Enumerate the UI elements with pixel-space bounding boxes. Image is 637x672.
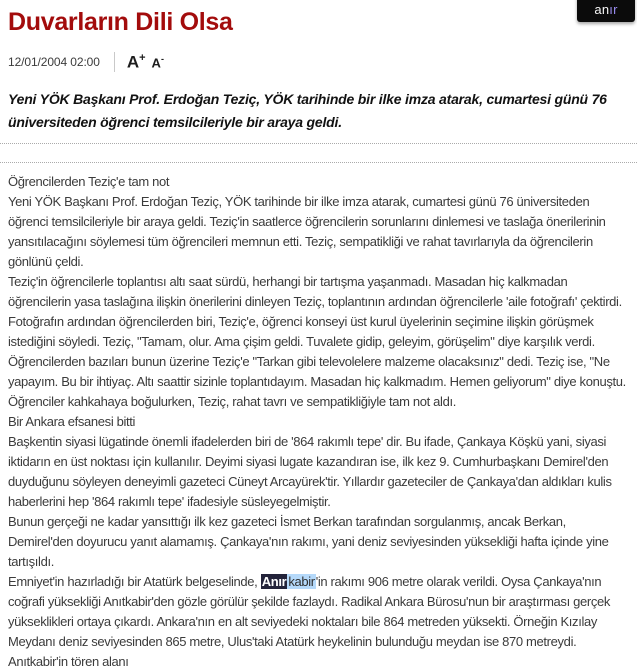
article-meta-bar	[8, 51, 631, 73]
share-toolbar-area	[8, 144, 631, 162]
article-paragraph: Başkentin siyasi lügatinde önemli ifadelerden biri de '864 rakımlı tepe' dir. Bu ifade, Çankaya Köşkü yani, siyasi iktidarın en üst noktası için kullanılır. Deyimi siyasi lugate kazandıran ise, ilk kez 9. Cumhurbaşkanı Demirel'den duyduğunu söyleyen deneyimli gazeteci Cüneyt Arcayürek'tir. Yıllardır gazeteciler de Çankaya'dan aldıkları kulis haberlerini hep '864 rakımlı tepe' ifadesiyle süsleyegelmiştir.	[8, 434, 612, 509]
highlight-paragraph-after: 'in rakımı 906 metre olarak verildi. Oysa Çankaya'nın coğrafi yüksekliği Anıtkabir'den gözle görülür şekilde fazlaydı. Radikal Ankara Bürosu'nun bir araştırması gerçek yükseklikleri ortaya çıkardı. Ankara'nın en alt seviyedeki noktaları bile 864 metreden yüksekti. Örneğin Kızılay Meydanı deniz seviyesinden 865 metre, Ulus'taki Atatürk heykelinin bulunduğu meydan ise 870 metreydi. Anıtkabir'in tören alanı	[8, 574, 611, 669]
find-match-active: Anır	[261, 574, 287, 589]
article-body	[8, 172, 631, 672]
article-paragraph: Öğrencilerden bazıları bunun üzerine Teziç'e "Tarkan gibi televolelere malzeme olacaksınız" dedi. Teziç ise, "Ne yapayım. Bu bir ihtiyaç. Altı saattir sizinle toplantıdayım. Masadan hiç kalkmadım. Hemen geliyorum" diye konuştu.	[8, 354, 626, 389]
font-decrease-button[interactable]: A-	[151, 53, 164, 71]
find-overlay[interactable]	[577, 0, 635, 22]
article-lead: Yeni YÖK Başkanı Prof. Erdoğan Teziç, YÖK tarihinde bir ilke imza atarak, cumartesi günü 76 üniversiteden öğrenci temsilcileriyle bir araya geldi.	[8, 91, 607, 130]
meta-divider	[114, 52, 115, 72]
article-title: Duvarların Dili Olsa	[8, 8, 233, 36]
article-paragraph: Bunun gerçeği ne kadar yansıttığı ilk kez gazeteci İsmet Berkan tarafından sorgulanmış, ancak Berkan, Demirel'den doyurucu yanıt alamamış. Çankaya'nın rakımı, yani deniz seviyesinden yüksekliği hafta içinde yine tartışıldı.	[8, 514, 609, 569]
separator-bottom	[0, 162, 637, 163]
article-paragraph-with-highlight	[8, 572, 629, 672]
article-subhead: Öğrencilerden Teziç'e tam not	[8, 174, 170, 189]
article-paragraph: Yeni YÖK Başkanı Prof. Erdoğan Teziç, YÖK tarihinde bir ilke imza atarak, cumartesi günü 76 üniversiteden öğrenci temsilcileriyle bir araya geldi. Teziç'in saatlerce öğrencilerin sorunlarını dinlemesi ve taslağa önerilerinin yansıtılacağını söylemesi tüm öğrencileri memnun etti. Teziç, sempatikliği ve rahat tavırlarıyla da öğrencilerin gönlünü çeldi.	[8, 194, 606, 269]
article-date: 12/01/2004 02:00	[8, 55, 100, 69]
article-paragraph: Teziç'in öğrencilerle toplantısı altı saat sürdü, herhangi bir tartışma yaşanmadı. Masadan hiç kalkmadan öğrencilerin yasa taslağına ilişkin önerilerini dinleyen Teziç, toplantının ardından öğrencilerle 'aile fotoğrafı' çektirdi. Fotoğrafın ardından öğrencilerden biri, Teziç'e, öğrenci konseyi üst kurul üyelerinin seçimine ilişkin görüşmek istediğini söyledi. Teziç, "Tamam, olur. Ama çişim geldi. Tuvalete gidip, geleyim, görüşelim" diye karşılık verdi.	[8, 274, 622, 349]
find-query-text: an	[594, 2, 610, 17]
highlight-paragraph-before: Emniyet'in hazırladığı bir Atatürk belgeselinde,	[8, 574, 261, 589]
article-subhead: Bir Ankara efsanesi bitti	[8, 414, 136, 429]
find-match: kabir	[288, 574, 315, 589]
font-increase-button[interactable]: A+	[126, 52, 146, 72]
article-paragraph: Öğrenciler kahkahaya boğulurken, Teziç, rahat tavrı ve sempatikliğiyle tam not aldı.	[8, 394, 456, 409]
find-query-caret-text: ır	[609, 2, 618, 17]
